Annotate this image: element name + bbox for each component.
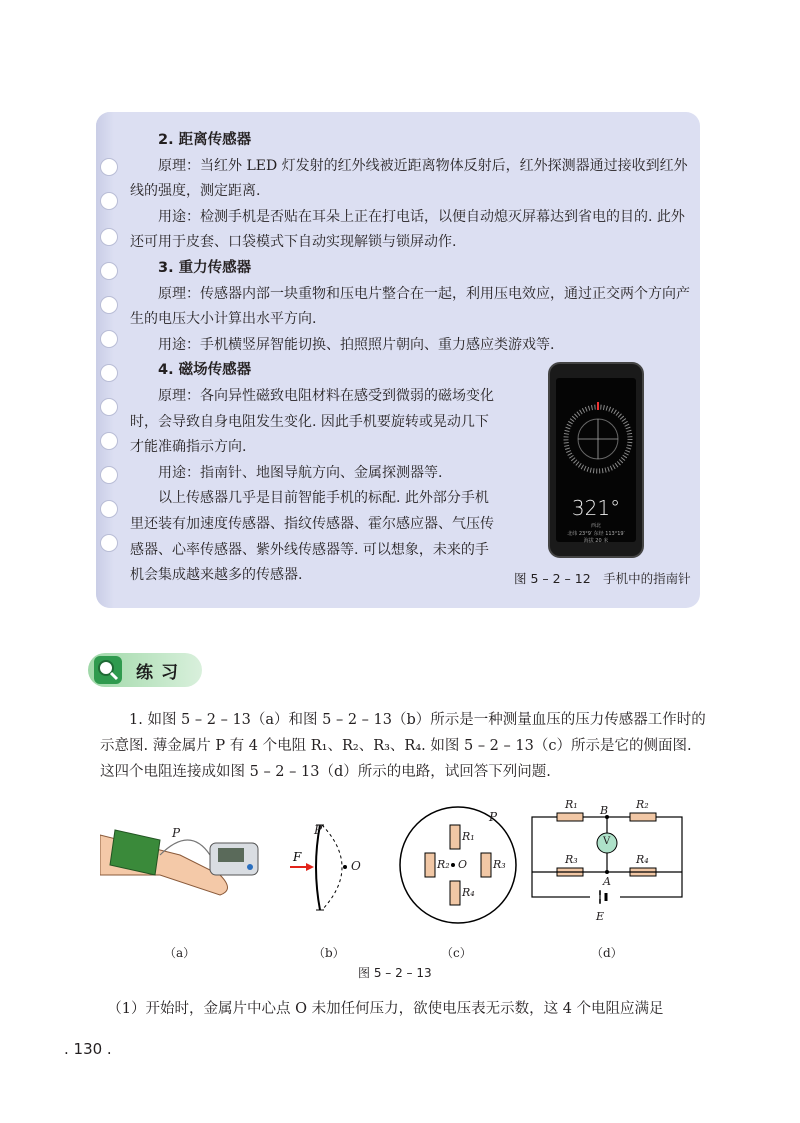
label-P-c: P bbox=[489, 810, 498, 824]
binder-ring bbox=[100, 296, 118, 314]
paragraph: 原理：当红外 LED 灯发射的红外线被近距离物体反射后，红外探测器通过接收到红外线的强度，测定距离. bbox=[130, 157, 688, 200]
paragraph: 原理：传感器内部一块重物和压电片整合在一起，利用压电效应，通过正交两个方向产生的电压大小计算出水平方向. bbox=[130, 285, 690, 328]
binder-ring bbox=[100, 364, 118, 382]
paragraph: 以上传感器几乎是目前智能手机的标配. 此外部分手机里还装有加速度传感器、指纹传感器、霍尔感应器、气压传感器、心率传感器、紫外线传感器等. 可以想象，未来的手机会集成越来越多的传感器. bbox=[130, 490, 494, 584]
label-R4-c: R₄ bbox=[462, 886, 475, 899]
magnifier-icon bbox=[94, 656, 122, 684]
binder-ring bbox=[100, 228, 118, 246]
side-view-diagram bbox=[290, 825, 347, 910]
paragraph: 原理：各向异性磁致电阻材料在感受到微弱的磁场变化时，会导致自身电阻发生变化. 因此手机要旋转或晃动几下才能准确指示方向. bbox=[130, 387, 494, 456]
question-paragraph: 1. 如图 5 – 2 – 13（a）和图 5 – 2 – 13（b）所示是一种测量血压的压力传感器工作时的示意图. 薄金属片 P 有 4 个电阻 R₁、R₂、R₃、R₄. 如图 5 – 2 – 13（c）所示是它的侧面图. 这四个电阻连接成如图 5 – 2 – 13（d）所示的电路，试回答下列问题. bbox=[100, 712, 706, 780]
bridge-circuit-diagram bbox=[532, 813, 682, 904]
label-A: A bbox=[603, 875, 611, 888]
label-R4-d: R₄ bbox=[636, 853, 649, 866]
sublabel-a: （a） bbox=[164, 946, 196, 960]
label-P-a: P bbox=[172, 826, 181, 840]
paragraph: 用途：检测手机是否贴在耳朵上正在打电话，以便自动熄灭屏幕达到省电的目的. 此外还可用于皮套、口袋模式下自动实现解锁与锁屏动作. bbox=[130, 208, 685, 251]
sublabel-b: （b） bbox=[313, 946, 345, 960]
compass-degree-readout: 321° bbox=[571, 496, 621, 520]
paragraph: 用途：指南针、地图导航方向、金属探测器等. bbox=[158, 464, 443, 481]
binder-ring bbox=[100, 432, 118, 450]
question-paragraph: （1）开始时，金属片中心点 O 未加任何压力，欲使电压表无示数，这 4 个电阻应满足 bbox=[107, 1001, 664, 1017]
phone-compass-photo bbox=[548, 362, 644, 558]
exercise-label: 练习 bbox=[136, 663, 186, 683]
sublabel-d: （d） bbox=[591, 946, 623, 960]
phone-figure-caption: 图 5 – 2 – 12 手机中的指南针 bbox=[514, 571, 691, 586]
figure-caption: 图 5 – 2 – 13 bbox=[358, 966, 432, 980]
section-heading: 4. 磁场传感器 bbox=[158, 362, 252, 379]
label-O-c: O bbox=[458, 858, 468, 871]
label-E: E bbox=[596, 910, 605, 923]
binder-ring bbox=[100, 158, 118, 176]
binder-ring bbox=[100, 262, 118, 280]
label-R2-c: R₂ bbox=[437, 858, 450, 871]
section-heading: 3. 重力传感器 bbox=[158, 259, 252, 276]
sublabel-c: （c） bbox=[441, 946, 472, 960]
section-heading: 2. 距离传感器 bbox=[158, 132, 252, 148]
exercise-banner bbox=[88, 653, 202, 687]
binder-ring bbox=[100, 398, 118, 416]
figure-5-2-13 bbox=[100, 795, 720, 945]
label-R3-d: R₃ bbox=[565, 853, 578, 866]
compass-direction: 西北 bbox=[590, 523, 601, 529]
question-1-sub-1 bbox=[100, 996, 710, 1022]
binder-ring bbox=[100, 466, 118, 484]
binder-ring bbox=[100, 192, 118, 210]
phone-screen bbox=[556, 378, 636, 542]
label-P-b: P bbox=[314, 823, 323, 837]
compass-altitude: 海拔 20 米 bbox=[583, 538, 609, 544]
binder-ring bbox=[100, 500, 118, 518]
page-number: . 130 . bbox=[64, 1040, 112, 1058]
binder-ring bbox=[100, 534, 118, 552]
label-O-b: O bbox=[351, 859, 361, 873]
label-R3-c: R₃ bbox=[493, 858, 506, 871]
paragraph: 用途：手机横竖屏智能切换、拍照照片朝向、重力感应类游戏等. bbox=[158, 336, 555, 353]
compass-coordinates: 北纬 23°9′ 东经 113°19′ bbox=[567, 531, 625, 537]
label-R2-d: R₂ bbox=[636, 798, 649, 811]
label-V: V bbox=[603, 836, 611, 847]
question-1-text bbox=[100, 707, 706, 785]
binder-ring bbox=[100, 330, 118, 348]
label-F: F bbox=[293, 850, 302, 864]
label-B: B bbox=[600, 804, 609, 817]
label-R1-d: R₁ bbox=[565, 798, 578, 811]
label-R1-c: R₁ bbox=[462, 830, 475, 843]
compass-dial-icon bbox=[558, 384, 638, 494]
